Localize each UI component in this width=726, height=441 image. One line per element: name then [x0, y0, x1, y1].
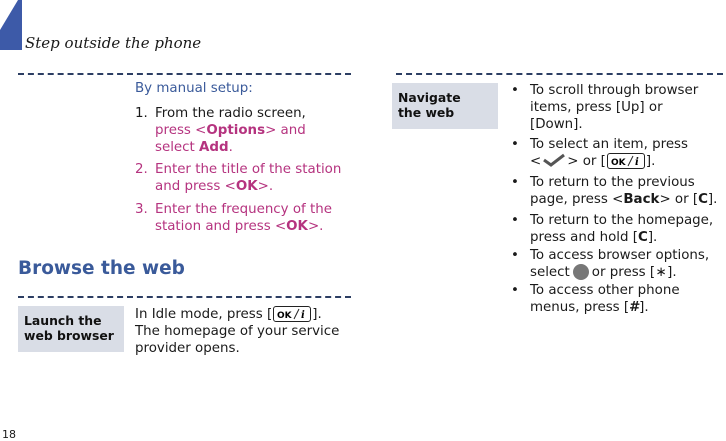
menu-round-icon [573, 264, 589, 280]
svg-text:OK: OK [277, 311, 292, 321]
manual-setup-heading: By manual setup: [135, 81, 253, 96]
svg-text:i: i [301, 310, 306, 321]
divider-left-top [18, 73, 351, 75]
menus-line-1: To access other phone [530, 283, 680, 298]
navigate-web-label [392, 83, 498, 129]
launch-label-line-1: Launch the [24, 313, 102, 328]
home-line-1: To return to the homepage, [530, 213, 714, 228]
select-line-1: To select an item, press [530, 137, 689, 152]
scroll-line-2: items, press [Up] or [530, 100, 663, 115]
bullet-dot-1: • [511, 83, 519, 98]
options-line-2: select or press [∗]. [530, 265, 677, 280]
step-3-line-2: station and press <OK>. [155, 219, 324, 234]
navigate-label-line-2: the web [398, 105, 455, 120]
hash-key-icon: # [629, 300, 641, 315]
ok-key-icon-2 [607, 153, 645, 169]
step-3-line-1: Enter the frequency of the [155, 202, 332, 217]
back-line-2: page, press <Back> or [C]. [530, 192, 718, 207]
navigate-label-line-1: Navigate [398, 90, 461, 105]
select-line-2: < > or [ OK i ]. [530, 153, 655, 172]
options-line-1: To access browser options, [530, 248, 710, 263]
launch-line-1: In Idle mode, press [ OK i ]. [135, 307, 322, 322]
bullet-dot-4: • [511, 213, 519, 228]
browse-section-title: Browse the web [18, 258, 185, 279]
bullet-dot-5: • [511, 248, 519, 263]
svg-text:i: i [634, 157, 639, 168]
bullet-dot-3: • [511, 175, 519, 190]
back-line-1: To return to the previous [530, 175, 695, 190]
step-1-line-1: From the radio screen, [155, 106, 306, 121]
ok-key-icon [273, 306, 311, 322]
step-1-line-3: select Add. [155, 140, 233, 155]
header-accent-bar [0, 0, 22, 50]
step-2-line-2: and press <OK>. [155, 179, 274, 194]
home-line-2: press and hold [C]. [530, 230, 658, 245]
bullet-dot-6: • [511, 283, 519, 298]
launch-browser-label [18, 306, 124, 352]
menus-line-2: menus, press [#]. [530, 300, 649, 315]
bullet-dot-2: • [511, 137, 519, 152]
divider-left-bottom [18, 296, 351, 298]
launch-line-2: The homepage of your service [135, 324, 340, 339]
launch-label-line-2: web browser [24, 328, 114, 343]
step-2-number: 2. [135, 162, 148, 177]
step-2-line-1: Enter the title of the station [155, 162, 342, 177]
step-1-number: 1. [135, 106, 148, 121]
page-number: 18 [2, 428, 16, 441]
step-3-number: 3. [135, 202, 148, 217]
divider-right [396, 73, 723, 75]
check-key-icon [541, 153, 567, 172]
scroll-line-3: [Down]. [530, 117, 583, 132]
step-1-line-2: press <Options> and [155, 123, 306, 138]
star-key-icon: ∗ [655, 265, 667, 280]
scroll-line-1: To scroll through browser [530, 83, 699, 98]
svg-text:OK: OK [610, 158, 626, 168]
page-header-title: Step outside the phone [25, 34, 202, 52]
launch-line-3: provider opens. [135, 341, 240, 356]
